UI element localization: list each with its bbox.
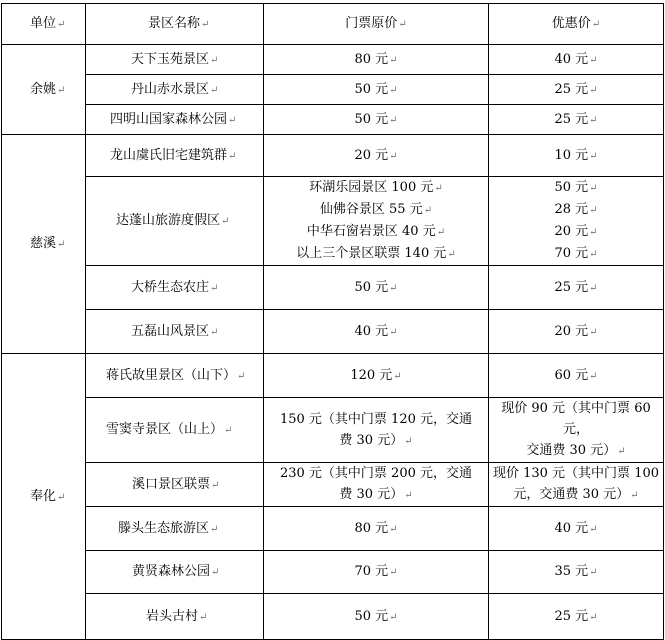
scenic-name-cell: 岩头古村↵ xyxy=(86,594,264,640)
original-price-cell xyxy=(264,105,489,135)
price-line: 中华石窗岩景区 40 元↵ xyxy=(306,224,446,239)
price-line: 40 元↵ xyxy=(554,51,598,67)
price-line: 费 30 元）↵ xyxy=(339,487,413,502)
table-row xyxy=(2,177,664,266)
discount-price-cell xyxy=(489,398,664,463)
table-row xyxy=(2,135,664,177)
price-line: 20 元↵ xyxy=(354,147,398,163)
table-row xyxy=(2,551,664,594)
price-line: 以上三个景区联票 140 元↵ xyxy=(296,246,456,261)
scenic-name-cell: 天下玉苑景区↵ xyxy=(86,45,264,75)
table-row xyxy=(2,105,664,135)
scenic-name-cell: 大桥生态农庄↵ xyxy=(86,266,264,310)
discount-price-cell xyxy=(489,310,664,354)
price-line: 交通费 30 元）↵ xyxy=(526,443,626,458)
unit-cell: 余姚↵ xyxy=(2,45,86,135)
price-line: 50 元↵ xyxy=(354,81,398,97)
scenic-name-cell: 四明山国家森林公园↵ xyxy=(86,105,264,135)
scenic-name-cell: 达蓬山旅游度假区↵ xyxy=(86,177,264,266)
price-line: 现价 90 元（其中门票 60 元， xyxy=(501,401,651,437)
header-unit: 单位↵ xyxy=(2,4,86,45)
header-original-price: 门票原价↵ xyxy=(264,4,489,45)
table-row xyxy=(2,266,664,310)
price-line: 10 元↵ xyxy=(554,147,598,163)
price-line: 120 元↵ xyxy=(350,367,402,383)
price-line: 80 元↵ xyxy=(354,520,398,536)
table-row xyxy=(2,594,664,640)
price-line: 25 元↵ xyxy=(554,111,598,127)
discount-price-cell xyxy=(489,594,664,640)
price-line: 40 元↵ xyxy=(354,323,398,339)
original-price-cell xyxy=(264,463,489,507)
scenic-name-cell: 龙山虞氏旧宅建筑群↵ xyxy=(86,135,264,177)
price-line: 28 元↵ xyxy=(554,202,598,217)
price-line: 70 元↵ xyxy=(554,246,598,261)
scenic-name-cell: 雪窦寺景区（山上）↵ xyxy=(86,398,264,463)
price-line: 50 元↵ xyxy=(354,608,398,624)
table-row xyxy=(2,507,664,551)
header-row xyxy=(2,4,664,45)
price-table xyxy=(1,3,664,640)
original-price-cell xyxy=(264,75,489,105)
discount-price-cell xyxy=(489,177,664,266)
discount-price-cell xyxy=(489,135,664,177)
table-body xyxy=(2,4,664,640)
header-name: 景区名称↵ xyxy=(86,4,264,45)
table-row xyxy=(2,398,664,463)
price-line: 仙佛谷景区 55 元↵ xyxy=(319,202,433,217)
scenic-name-cell: 黄贤森林公园↵ xyxy=(86,551,264,594)
scenic-name-cell: 溪口景区联票↵ xyxy=(86,463,264,507)
table-row xyxy=(2,45,664,75)
price-line: 环湖乐园景区 100 元↵ xyxy=(309,180,443,195)
original-price-cell xyxy=(264,135,489,177)
price-line: 25 元↵ xyxy=(554,608,598,624)
discount-price-cell xyxy=(489,354,664,398)
unit-cell: 奉化↵ xyxy=(2,354,86,640)
price-line: 25 元↵ xyxy=(554,279,598,295)
original-price-cell xyxy=(264,507,489,551)
price-line: 20 元↵ xyxy=(554,323,598,339)
original-price-cell xyxy=(264,354,489,398)
price-line: 50 元↵ xyxy=(354,111,398,127)
discount-price-cell xyxy=(489,463,664,507)
discount-price-cell xyxy=(489,551,664,594)
discount-price-cell xyxy=(489,105,664,135)
original-price-cell xyxy=(264,398,489,463)
scenic-name-cell: 五磊山风景区↵ xyxy=(86,310,264,354)
price-line: 现价 130 元（其中门票 100 xyxy=(492,466,660,481)
price-line: 50 元↵ xyxy=(554,180,598,195)
discount-price-cell xyxy=(489,45,664,75)
discount-price-cell xyxy=(489,507,664,551)
price-line: 60 元↵ xyxy=(554,367,598,383)
price-line: 230 元（其中门票 200 元，交通 xyxy=(279,466,473,481)
price-line: 25 元↵ xyxy=(554,81,598,97)
price-line: 50 元↵ xyxy=(354,279,398,295)
original-price-cell xyxy=(264,594,489,640)
header-discount-price: 优惠价↵ xyxy=(489,4,664,45)
table-row xyxy=(2,463,664,507)
price-line: 80 元↵ xyxy=(354,51,398,67)
price-line: 150 元（其中门票 120 元，交通 xyxy=(279,411,473,427)
scenic-name-cell: 丹山赤水景区↵ xyxy=(86,75,264,105)
table-row xyxy=(2,310,664,354)
original-price-cell xyxy=(264,45,489,75)
price-line: 35 元↵ xyxy=(554,564,598,579)
price-line: 70 元↵ xyxy=(354,564,398,579)
price-line: 元，交通费 30 元）↵ xyxy=(513,487,639,502)
unit-cell: 慈溪↵ xyxy=(2,135,86,354)
discount-price-cell xyxy=(489,266,664,310)
price-line: 费 30 元）↵ xyxy=(339,432,413,448)
discount-price-cell xyxy=(489,75,664,105)
original-price-cell xyxy=(264,551,489,594)
original-price-cell xyxy=(264,310,489,354)
table-row xyxy=(2,354,664,398)
scenic-name-cell: 蒋氏故里景区（山下）↵ xyxy=(86,354,264,398)
table-row xyxy=(2,75,664,105)
scenic-name-cell: 滕头生态旅游区↵ xyxy=(86,507,264,551)
price-line: 40 元↵ xyxy=(554,520,598,536)
original-price-cell xyxy=(264,266,489,310)
price-line: 20 元↵ xyxy=(554,224,598,239)
original-price-cell xyxy=(264,177,489,266)
